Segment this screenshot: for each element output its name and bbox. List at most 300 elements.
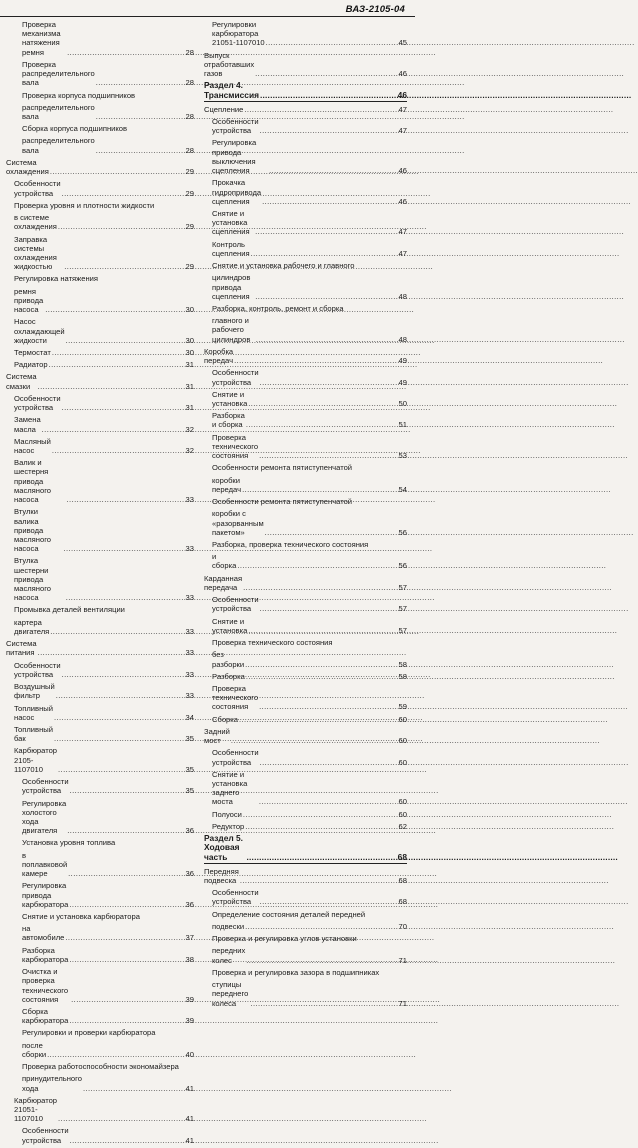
toc-page-number: 28 [185, 78, 194, 88]
toc-leader-dots [64, 544, 185, 553]
toc-page [0, 20, 415, 1145]
toc-entry [204, 727, 407, 745]
toc-leader-dots [269, 166, 397, 175]
toc-page-number: 31 [185, 360, 194, 370]
toc-entry [6, 639, 194, 657]
toc-leader-dots [49, 360, 185, 369]
toc-entry-title: принудительного хода [22, 1074, 82, 1093]
toc-leader-dots [245, 822, 397, 831]
toc-entry [204, 390, 407, 408]
toc-entry [204, 20, 407, 48]
toc-entry-title: распределительного вала [22, 136, 95, 155]
toc-entry [6, 394, 194, 412]
toc-page-number: 50 [398, 399, 407, 409]
toc-page-number: 31 [185, 381, 194, 391]
toc-entry [6, 556, 194, 602]
toc-page-number: 36 [185, 899, 194, 909]
toc-page-number: 39 [185, 1016, 194, 1026]
toc-leader-dots [54, 713, 185, 722]
toc-page-number: 53 [398, 451, 407, 461]
toc-entry-title: Регулировки карбюратора 21051-1107010 [212, 20, 265, 48]
toc-page-number: 47 [398, 126, 407, 136]
toc-entry [204, 638, 407, 647]
toc-leader-dots [69, 955, 184, 964]
toc-entry [6, 103, 194, 121]
toc-leader-dots [245, 660, 397, 669]
toc-page-number: 41 [185, 1135, 194, 1145]
toc-entry [204, 347, 407, 365]
toc-entry [204, 867, 407, 885]
toc-page-number: 35 [185, 734, 194, 744]
toc-entry [204, 934, 407, 943]
toc-entry-title: Снятие и установка карбюратора [22, 911, 140, 921]
toc-entry [6, 91, 194, 100]
toc-leader-dots [246, 956, 397, 965]
toc-leader-dots [262, 197, 397, 206]
toc-entry-title: Карбюратор 2105-1107010 [14, 746, 58, 774]
toc-entry-title: Задний мост [204, 726, 230, 746]
toc-leader-dots [248, 399, 397, 408]
toc-leader-dots [243, 583, 397, 592]
toc-leader-dots [71, 995, 184, 1004]
toc-leader-dots [239, 715, 398, 724]
toc-entry-title: Снятие и установка заднего моста [212, 769, 248, 807]
toc-page-number: 33 [185, 691, 194, 701]
toc-entry-title: Особенности устройства [212, 748, 259, 767]
toc-page-number: 54 [398, 484, 407, 494]
toc-page-number: 47 [398, 248, 407, 258]
toc-entry [204, 552, 407, 570]
toc-page-number: 47 [398, 227, 407, 237]
toc-entry [6, 1126, 194, 1144]
toc-leader-dots [244, 105, 397, 114]
toc-leader-dots [96, 78, 185, 87]
toc-entry-title: ступицы переднего колеса [212, 980, 249, 1008]
toc-page-number: 58 [398, 671, 407, 681]
toc-page-number: 34 [185, 712, 194, 722]
toc-entry-title: Контроль сцепления [212, 239, 250, 258]
toc-page-number: 28 [185, 145, 194, 155]
toc-entry-title: Разборка и сборка [212, 411, 245, 430]
toc-entry-title: Насос охлаждающей жидкости [14, 317, 65, 345]
toc-entry [204, 748, 407, 766]
toc-entry [204, 888, 407, 906]
toc-page-number: 49 [398, 377, 407, 387]
toc-leader-dots [69, 900, 184, 909]
toc-leader-dots [58, 222, 185, 231]
toc-entry [204, 810, 407, 819]
toc-page-number: 35 [185, 786, 194, 796]
toc-entry [6, 1007, 194, 1025]
toc-entry [6, 437, 194, 455]
toc-leader-dots [70, 786, 185, 795]
toc-leader-dots [50, 627, 184, 636]
header-rule [0, 16, 415, 17]
toc-entry [6, 507, 194, 553]
toc-entry [6, 201, 194, 210]
toc-page-number: 68 [397, 851, 407, 862]
toc-entry-title: Особенности устройства [14, 179, 61, 198]
toc-leader-dots [67, 48, 184, 57]
toc-entry [6, 1028, 194, 1037]
toc-entry [204, 304, 407, 313]
toc-entry [6, 317, 194, 345]
toc-page-number: 51 [398, 420, 407, 430]
toc-entry-title: Регулировка натяжения [14, 274, 99, 284]
toc-leader-dots [245, 922, 397, 931]
toc-entry-title: Проверка механизма натяжения ремня [22, 20, 61, 57]
toc-leader-dots [66, 593, 185, 602]
toc-entry-title: без разборки [212, 650, 245, 669]
toc-leader-dots [52, 446, 185, 455]
toc-page-number: 46 [398, 69, 407, 79]
toc-entry [6, 799, 194, 836]
toc-entry-title: ремня привода насоса [14, 286, 44, 315]
toc-leader-dots [255, 227, 397, 236]
toc-page-number: 33 [185, 626, 194, 636]
toc-left-column [6, 20, 194, 1148]
toc-entry-title: главного и рабочего цилиндров [212, 316, 251, 344]
toc-page-number: 49 [398, 356, 407, 366]
toc-entry-title: и сборка [212, 552, 237, 571]
toc-page-number: 33 [185, 544, 194, 554]
toc-entry-title: Разборка карбюратора [22, 945, 69, 964]
toc-entry [6, 458, 194, 504]
toc-leader-dots [259, 702, 397, 711]
toc-page-number: 37 [185, 933, 194, 943]
toc-entry-title: Особенности устройства [22, 777, 69, 796]
toc-entry [204, 433, 407, 461]
toc-entry [6, 725, 194, 743]
toc-entry [6, 661, 194, 679]
toc-leader-dots [42, 425, 185, 434]
toc-page-number: 33 [185, 648, 194, 658]
toc-entry [6, 372, 194, 390]
toc-page-number: 57 [398, 604, 407, 614]
toc-page-number: 30 [185, 305, 194, 315]
toc-entry-title: Втулки валика привода масляного насоса [14, 507, 52, 554]
toc-entry [204, 240, 407, 258]
toc-leader-dots [96, 112, 185, 121]
toc-page-number: 41 [185, 1114, 194, 1124]
toc-entry [6, 179, 194, 197]
toc-entry [6, 124, 194, 133]
toc-page-number: 60 [398, 714, 407, 724]
toc-entry-title: Замена масла [14, 415, 41, 434]
toc-entry [204, 316, 407, 344]
toc-leader-dots [54, 734, 185, 743]
toc-page-number: 57 [398, 625, 407, 635]
toc-entry [204, 617, 407, 635]
toc-leader-dots [69, 1016, 184, 1025]
toc-entry [204, 968, 407, 977]
toc-page-number: 62 [398, 821, 407, 831]
toc-entry [6, 136, 194, 154]
toc-entry [6, 946, 194, 964]
toc-leader-dots [45, 305, 184, 314]
toc-entry-title: Втулка шестерни привода масляного насоса [14, 556, 52, 603]
toc-entry [204, 261, 407, 270]
toc-page-number: 58 [398, 659, 407, 669]
toc-entry-title: Проверка работоспособности экономайзера [22, 1062, 179, 1072]
toc-page-number: 57 [398, 582, 407, 592]
toc-entry-title: Раздел 5. Ходовая часть [204, 833, 244, 862]
toc-entry [6, 618, 194, 636]
toc-entry [6, 415, 194, 433]
toc-entry-title: Особенности ремонта пятиступенчатой [212, 497, 353, 507]
toc-entry-title: Проверка технического состояния [212, 684, 259, 712]
toc-entry-title: Заправка системы охлаждения жидкостью [14, 234, 57, 272]
toc-entry [6, 20, 194, 57]
toc-entry-title: Полуоси [212, 809, 242, 819]
toc-page-number: 29 [185, 167, 194, 177]
toc-page-number: 60 [398, 797, 407, 807]
toc-entry [204, 105, 407, 114]
toc-entry [204, 910, 407, 919]
toc-entry-title: Регулировка холостого хода двигателя [22, 798, 67, 836]
toc-entry [6, 967, 194, 1004]
toc-page-number: 68 [398, 876, 407, 886]
toc-entry-title: картера двигателя [14, 617, 50, 636]
toc-section-heading [204, 81, 407, 101]
toc-page-number: 70 [398, 921, 407, 931]
toc-entry-title: Топливный насос [14, 703, 53, 722]
toc-entry-title: Особенности устройства [212, 117, 259, 136]
toc-entry [6, 1074, 194, 1092]
toc-entry-title: Коробка передач [204, 346, 234, 366]
toc-page-number: 30 [185, 347, 194, 357]
toc-leader-dots [67, 495, 185, 504]
toc-page-number: 29 [185, 188, 194, 198]
toc-entry-title: Снятие и установка [212, 389, 248, 409]
toc-entry [204, 509, 407, 537]
toc-entry-title: Снятие и установка сцепления [212, 208, 250, 237]
toc-entry-title: Проверка уровня и плотности жидкости [14, 200, 155, 210]
toc-entry [6, 682, 194, 700]
toc-leader-dots [246, 672, 398, 681]
toc-entry-title: Особенности устройства [212, 368, 259, 387]
toc-entry-title: Разборка, проверка технического состояния [212, 539, 369, 549]
toc-page-number: 56 [398, 527, 407, 537]
toc-page-number: 48 [398, 291, 407, 301]
toc-leader-dots [64, 262, 184, 271]
toc-entry [204, 822, 407, 831]
toc-entry-title: Сборка [212, 714, 238, 724]
toc-entry [6, 851, 194, 879]
toc-entry-title: Воздушный фильтр [14, 682, 55, 701]
toc-entry [204, 411, 407, 429]
toc-entry [204, 117, 407, 135]
toc-entry-title: Проверка распределительного вала [22, 59, 95, 88]
toc-entry [6, 274, 194, 283]
toc-leader-dots [265, 528, 398, 537]
toc-entry [6, 1062, 194, 1071]
toc-entry-title: Промывка деталей вентиляции [14, 605, 125, 615]
toc-entry-title: Проверка и регулировка зазора в подшипниках [212, 967, 380, 977]
toc-page-number: 46 [398, 196, 407, 206]
toc-entry-title: Проверка технического состояния [212, 432, 259, 461]
toc-entry-title: Раздел 4. Трансмиссия [204, 80, 259, 100]
toc-entry-title: Определение состояния деталей передней [212, 909, 366, 919]
toc-page-number: 41 [185, 1083, 194, 1093]
toc-entry [6, 838, 194, 847]
toc-entry-title: Карбюратор 21051-1107010 [14, 1095, 58, 1124]
toc-entry [204, 540, 407, 549]
toc-entry [204, 574, 407, 592]
toc-entry-title: на автомобиле [22, 924, 65, 943]
toc-leader-dots [260, 604, 398, 613]
toc-page-number: 33 [185, 669, 194, 679]
toc-leader-dots [38, 648, 185, 657]
toc-page-number: 28 [185, 47, 194, 57]
toc-entry-title: Проверка и регулировка углов установки [212, 934, 357, 944]
toc-entry [204, 497, 407, 506]
toc-page-number: 40 [185, 1049, 194, 1059]
toc-entry [204, 51, 407, 79]
toc-leader-dots [62, 189, 185, 198]
toc-entry [6, 287, 194, 315]
toc-entry-title: Система смазки [6, 372, 37, 391]
toc-entry-title: Разборка [212, 671, 245, 681]
toc-entry [204, 273, 407, 301]
toc-leader-dots [255, 69, 397, 78]
toc-entry-title: коробки с «разорванным пакетом» [212, 509, 264, 537]
toc-entry [6, 348, 194, 357]
toc-page-number: 46 [397, 89, 407, 100]
toc-entry-title: цилиндров привода сцепления [212, 273, 251, 301]
toc-page-number: 60 [398, 757, 407, 767]
toc-leader-dots [66, 336, 185, 345]
toc-entry-title: Редуктор [212, 821, 245, 831]
toc-entry [6, 1041, 194, 1059]
toc-entry [204, 980, 407, 1008]
toc-leader-dots [96, 146, 185, 155]
toc-leader-dots [246, 420, 398, 429]
toc-entry [6, 158, 194, 176]
toc-leader-dots [250, 999, 397, 1008]
toc-page-number: 46 [398, 166, 407, 176]
toc-leader-dots [52, 348, 185, 357]
toc-entry-title: передних колес [212, 946, 246, 965]
toc-page-number: 56 [398, 561, 407, 571]
toc-page-number: 38 [185, 954, 194, 964]
toc-entry-title: Особенности устройства [14, 660, 61, 679]
toc-page-number: 31 [185, 403, 194, 413]
toc-leader-dots [237, 561, 397, 570]
toc-entry-title: Проверка технического состояния [212, 638, 333, 648]
toc-leader-dots [62, 403, 185, 412]
toc-page-number: 33 [185, 495, 194, 505]
toc-entry [204, 138, 407, 175]
toc-page-number: 39 [185, 994, 194, 1004]
toc-entry [204, 946, 407, 964]
toc-entry-title: Особенности устройства [14, 393, 61, 413]
toc-entry-title: Особенности устройства [212, 888, 259, 907]
toc-entry-title: Карданная передача [204, 573, 243, 592]
toc-leader-dots [251, 249, 398, 258]
toc-page-number: 35 [185, 764, 194, 774]
toc-entry-title: Разборка, контроль, ремонт и сборка [212, 304, 344, 313]
toc-leader-dots [58, 1114, 185, 1123]
toc-entry-title: Снятие и установка рабочего и главного [212, 261, 355, 271]
toc-leader-dots [259, 797, 398, 806]
toc-entry-title: Снятие и установка [212, 616, 248, 635]
toc-page-number: 60 [398, 809, 407, 819]
toc-entry [204, 715, 407, 724]
toc-entry-title: Прокачка гидропривода сцепления [212, 178, 262, 206]
toc-leader-dots [83, 1084, 185, 1093]
toc-leader-dots [266, 38, 398, 47]
toc-leader-dots [260, 897, 398, 906]
toc-page-number: 29 [185, 262, 194, 272]
toc-page-number: 32 [185, 446, 194, 456]
toc-leader-dots [260, 378, 398, 387]
toc-leader-dots [62, 670, 185, 679]
toc-page-number: 48 [398, 334, 407, 344]
toc-leader-dots [50, 167, 185, 176]
toc-entry [204, 650, 407, 668]
toc-entry-title: Радиатор [14, 360, 48, 370]
toc-entry-title: Сборка корпуса подшипников [22, 124, 128, 134]
toc-entry-title: Установка уровня топлива [22, 838, 116, 848]
toc-entry-title: Масляный насос [14, 436, 51, 456]
toc-leader-dots [248, 626, 397, 635]
toc-entry [6, 60, 194, 88]
toc-entry [204, 672, 407, 681]
toc-entry [6, 235, 194, 272]
toc-leader-dots [58, 765, 185, 774]
toc-leader-dots [65, 933, 184, 942]
toc-entry-title: распределительного вала [22, 102, 95, 121]
toc-page-number: 47 [398, 104, 407, 114]
toc-page-number: 45 [398, 38, 407, 48]
toc-leader-dots [68, 869, 184, 878]
toc-leader-dots [56, 691, 185, 700]
toc-leader-dots [70, 1136, 185, 1145]
toc-page-number: 33 [185, 593, 194, 603]
toc-leader-dots [260, 91, 397, 100]
toc-entry-title: Выпуск отработавших газов [204, 50, 255, 79]
toc-leader-dots [231, 736, 398, 745]
toc-leader-dots [234, 356, 397, 365]
toc-entry-title: Регулировка привода карбюратора [22, 881, 69, 909]
toc-leader-dots [260, 126, 398, 135]
toc-entry-title: Особенности устройства [22, 1126, 69, 1145]
toc-page-number: 28 [185, 111, 194, 121]
toc-entry [6, 605, 194, 614]
toc-entry-title: Система питания [6, 639, 37, 658]
toc-entry-title: Топливный бак [14, 724, 53, 744]
toc-entry-title: Передняя подвеска [204, 866, 239, 886]
toc-entry-title: после сборки [22, 1040, 47, 1059]
toc-leader-dots [256, 335, 398, 344]
toc-leader-dots [67, 826, 184, 835]
toc-entry [6, 704, 194, 722]
toc-entry-title: Регулировка привода выключения сцепления [212, 138, 257, 176]
toc-leader-dots [38, 382, 185, 391]
toc-entry [204, 209, 407, 237]
toc-page-number: 60 [398, 736, 407, 746]
toc-entry-title: коробки передач [212, 475, 242, 494]
toc-entry-title: Особенности ремонта пятиступенчатой [212, 463, 353, 473]
toc-entry [204, 684, 407, 712]
toc-entry [204, 463, 407, 472]
toc-entry-title: Регулировки и проверки карбюратора [22, 1028, 156, 1038]
toc-leader-dots [260, 758, 398, 767]
toc-entry [204, 368, 407, 386]
toc-entry [204, 476, 407, 494]
toc-entry-title: в системе охлаждения [14, 213, 57, 232]
